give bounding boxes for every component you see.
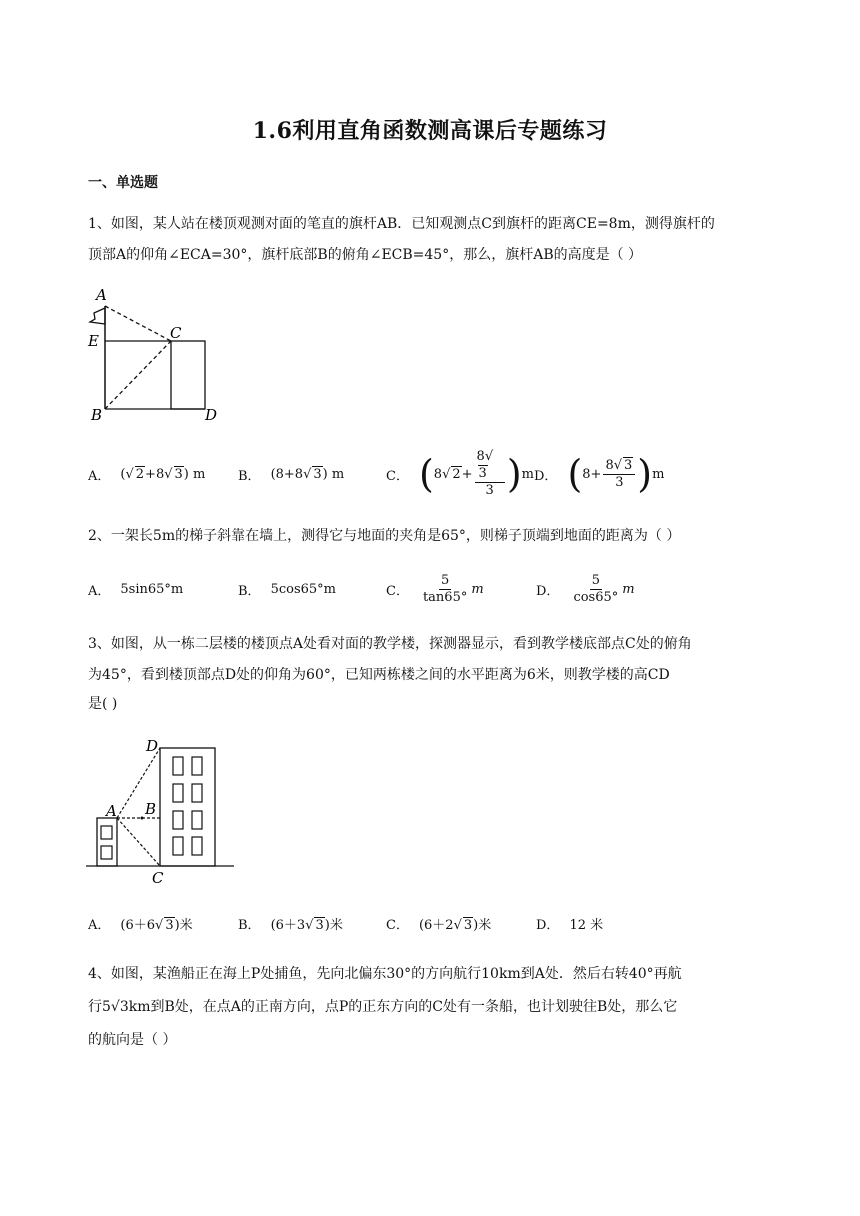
q2-option-b[interactable]: B． 5cos65°m [238, 581, 336, 599]
fig1-label-b: B [91, 406, 103, 424]
q2-option-d-fraction: $\frac{5}{\cos 65^\circ}$ [573, 572, 619, 605]
fig1-label-a: A [96, 286, 107, 304]
q3-option-a-text: (6＋6√ 3)米 [120, 917, 193, 933]
question-4-line-2: 行5√3km到B处，在点A的正南方向，点P的正东方向的C处有一条船，也计划驶往B处，那么它 [88, 999, 678, 1015]
q1-option-d-text: ( 8+ $\frac{8√ 3}{3}$ ) m [567, 452, 665, 496]
question-4-line-1: 4、如图，某渔船正在海上P处捕鱼，先向北偏东30°的方向航行10km到A处．然后右转40°再航 [88, 966, 682, 982]
question-2-text: 2、一架长5m的梯子斜靠在墙上，测得它与地面的夹角是65°，则梯子顶端到地面的距离为（ ） [88, 528, 681, 544]
q3-option-b[interactable]: B． (6＋3√ 3)米 [238, 914, 386, 933]
question-4-line-3: 的航向是（ ） [88, 1032, 177, 1048]
question-1-line-1: 1、如图，某人站在楼顶观测对面的笔直的旗杆AB．已知观测点C到旗杆的距离CE=8m，测得旗杆的 [88, 216, 715, 232]
question-2-options [88, 572, 635, 606]
q2-option-b-text: 5cos65°m [270, 581, 336, 597]
question-3-line-1: 3、如图，从一栋二层楼的楼顶点A处看对面的教学楼，探测器显示，看到教学楼底部点C处的俯角 [88, 636, 692, 652]
page-title: 1.6利用直角函数测高课后专题练习 [252, 118, 608, 144]
q2-option-c-fraction: $\frac{5}{\tan 65^\circ}$ [422, 572, 468, 605]
fig1-label-e: E [88, 332, 99, 350]
q1-option-d[interactable]: D． ( 8+ $\frac{8√ 3}{3}$ ) m [534, 452, 665, 496]
q2-option-a[interactable]: A． 5sin65°m [88, 581, 184, 599]
question-1-line-2: 顶部A的仰角∠ECA=30°，旗杆底部B的俯角∠ECB=45°，那么，旗杆AB的高度是（ ） [88, 247, 643, 263]
question-1-figure [84, 284, 224, 424]
q3-option-d-text: 12 米 [569, 917, 604, 933]
q2-option-d[interactable]: D． $\frac{5}{\cos 65^\circ}$ m [536, 572, 635, 605]
fig3-label-d: D [146, 737, 159, 755]
q1-option-b-text: (8+8√ 3) m [270, 467, 345, 482]
question-3-figure [84, 734, 234, 886]
fig1-label-c: C [170, 324, 182, 342]
question-3-options [88, 912, 603, 934]
q3-option-d[interactable]: D． 12 米 [536, 914, 603, 933]
fig3-label-a: A [106, 802, 117, 820]
question-1-options [88, 449, 665, 498]
q3-option-c[interactable]: C． (6＋2√ 3)米 [386, 914, 536, 933]
q1-option-c[interactable]: C． ( 8 √ 2 + $\frac{8√3}{3}$ ) m [386, 449, 534, 498]
q1-option-a-text: (√ 2+8√ 3) m [120, 467, 206, 482]
fig3-label-c: C [152, 869, 164, 886]
q2-option-a-text: 5sin65°m [120, 581, 184, 597]
q3-option-b-text: (6＋3√ 3)米 [270, 917, 343, 933]
section-heading: 一、单选题 [88, 175, 158, 191]
q1-option-c-text: ( 8 √ 2 + $\frac{8√3}{3}$ ) m [418, 449, 534, 498]
q1-option-a[interactable]: A． (√ 2+8√ 3) m [88, 467, 206, 484]
question-3-line-3: 是( ) [88, 696, 118, 712]
fig3-label-b: B [145, 800, 157, 818]
q3-option-a[interactable]: A． (6＋6√ 3)米 [88, 914, 238, 933]
q2-option-c[interactable]: C． $\frac{5}{\tan 65^\circ}$ m [386, 572, 484, 605]
fig1-label-d: D [205, 406, 218, 424]
question-3-line-2: 为45°，看到楼顶部点D处的仰角为60°，已知两栋楼之间的水平距离为6米，则教学楼的高CD [88, 667, 670, 683]
q1-option-b[interactable]: B． (8+8√ 3) m [238, 467, 345, 484]
q3-option-c-text: (6＋2√ 3)米 [418, 917, 492, 933]
